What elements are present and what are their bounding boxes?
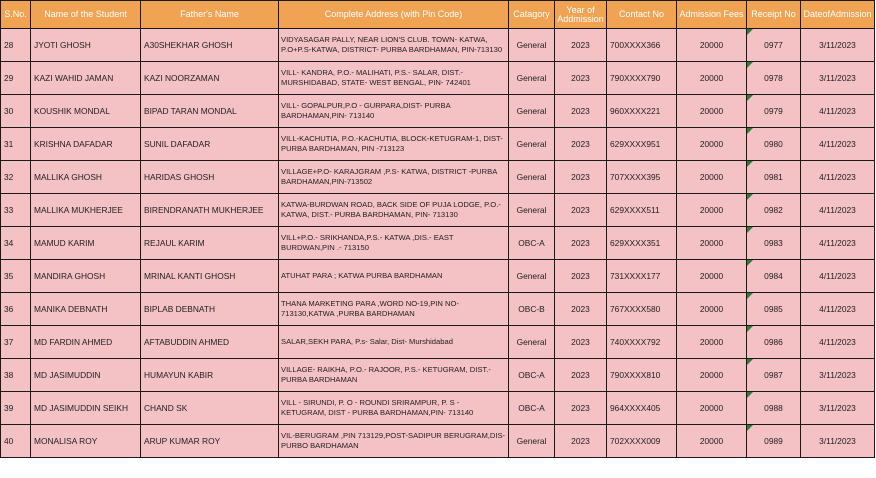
cell-category: General [509,62,555,95]
cell-receipt: 0988 [747,392,801,425]
cell-sno: 40 [1,425,31,458]
cell-category: General [509,95,555,128]
header-date: DateofAdmission [801,1,875,29]
cell-student-name: MD JASIMUDDIN SEIKH [31,392,141,425]
table-row [1,128,875,161]
cell-fees: 20000 [677,227,747,260]
cell-student-name: MD FARDIN AHMED [31,326,141,359]
cell-date: 4/11/2023 [801,260,875,293]
table-row [1,326,875,359]
cell-category: OBC-B [509,293,555,326]
cell-student-name: JYOTI GHOSH [31,29,141,62]
cell-sno: 35 [1,260,31,293]
cell-father-name: AFTABUDDIN AHMED [141,326,279,359]
cell-fees: 20000 [677,194,747,227]
cell-student-name: KRISHNA DAFADAR [31,128,141,161]
cell-date: 3/11/2023 [801,62,875,95]
cell-fees: 20000 [677,293,747,326]
table-row [1,293,875,326]
cell-receipt: 0983 [747,227,801,260]
cell-sno: 36 [1,293,31,326]
cell-sno: 37 [1,326,31,359]
cell-year: 2023 [555,326,607,359]
cell-father-name: CHAND SK [141,392,279,425]
cell-sno: 32 [1,161,31,194]
cell-father-name: MRINAL KANTI GHOSH [141,260,279,293]
table-row [1,359,875,392]
cell-year: 2023 [555,62,607,95]
cell-fees: 20000 [677,326,747,359]
cell-category: General [509,29,555,62]
cell-receipt: 0984 [747,260,801,293]
cell-receipt: 0989 [747,425,801,458]
cell-sno: 39 [1,392,31,425]
cell-contact: 731XXXX177 [607,260,677,293]
cell-fees: 20000 [677,95,747,128]
cell-father-name: KAZI NOORZAMAN [141,62,279,95]
cell-category: General [509,326,555,359]
cell-year: 2023 [555,128,607,161]
cell-year: 2023 [555,293,607,326]
cell-date: 4/11/2023 [801,95,875,128]
cell-student-name: KAZI WAHID JAMAN [31,62,141,95]
table-row [1,95,875,128]
cell-receipt: 0987 [747,359,801,392]
cell-contact: 964XXXX405 [607,392,677,425]
cell-receipt: 0985 [747,293,801,326]
cell-date: 4/11/2023 [801,293,875,326]
cell-category: General [509,425,555,458]
cell-fees: 20000 [677,392,747,425]
cell-date: 4/11/2023 [801,194,875,227]
cell-year: 2023 [555,95,607,128]
cell-receipt: 0981 [747,161,801,194]
cell-father-name: REJAUL KARIM [141,227,279,260]
header-fees: Admission Fees [677,1,747,29]
cell-student-name: MANIKA DEBNATH [31,293,141,326]
cell-student-name: MD JASIMUDDIN [31,359,141,392]
cell-student-name: MAMUD KARIM [31,227,141,260]
cell-contact: 960XXXX221 [607,95,677,128]
cell-father-name: A30SHEKHAR GHOSH [141,29,279,62]
cell-year: 2023 [555,29,607,62]
cell-sno: 38 [1,359,31,392]
cell-category: General [509,260,555,293]
cell-address: VILL- GOPALPUR,P.O - GURPARA,DIST- PURBA BARDHAMAN,PIN- 713140 [279,95,509,128]
cell-date: 4/11/2023 [801,227,875,260]
cell-category: General [509,161,555,194]
cell-contact: 629XXXX351 [607,227,677,260]
cell-category: OBC-A [509,359,555,392]
cell-fees: 20000 [677,128,747,161]
cell-sno: 31 [1,128,31,161]
cell-date: 3/11/2023 [801,425,875,458]
cell-year: 2023 [555,161,607,194]
cell-year: 2023 [555,227,607,260]
cell-receipt: 0982 [747,194,801,227]
cell-sno: 34 [1,227,31,260]
table-row [1,29,875,62]
cell-year: 2023 [555,359,607,392]
cell-receipt: 0986 [747,326,801,359]
cell-contact: 629XXXX511 [607,194,677,227]
table-body [1,29,875,458]
cell-father-name: HARIDAS GHOSH [141,161,279,194]
cell-sno: 33 [1,194,31,227]
cell-category: OBC-A [509,392,555,425]
cell-father-name: SUNIL DAFADAR [141,128,279,161]
cell-contact: 790XXXX790 [607,62,677,95]
cell-student-name: MONALISA ROY [31,425,141,458]
cell-contact: 790XXXX810 [607,359,677,392]
cell-sno: 28 [1,29,31,62]
table-row [1,260,875,293]
cell-category: General [509,194,555,227]
cell-address: VILLAGE+P.O- KARAJGRAM ,P.S- KATWA, DISTRICT -PURBA BARDHAMAN,PIN-713502 [279,161,509,194]
cell-date: 3/11/2023 [801,29,875,62]
table-header [1,1,875,29]
header-year: Year of Addmission [555,1,607,29]
cell-date: 4/11/2023 [801,326,875,359]
cell-fees: 20000 [677,29,747,62]
table-row [1,161,875,194]
cell-address: VILL+P.O.- SRIKHANDA,P.S.- KATWA ,DIS.- EAST BURDWAN,PIN .- 713150 [279,227,509,260]
cell-category: General [509,128,555,161]
header-father-name: Father's Name [141,1,279,29]
cell-address: VILL - SIRUNDI, P. O - ROUNDI SRIRAMPUR, P. S - KETUGRAM, DIST - PURBA BARDHAMAN,PIN- 713140 [279,392,509,425]
cell-year: 2023 [555,425,607,458]
cell-address: VILL- KANDRA, P.O.- MALIHATI, P.S.- SALAR, DIST.- MURSHIDABAD, STATE- WEST BENGAL, PIN- 742401 [279,62,509,95]
header-student-name: Name of the Student [31,1,141,29]
cell-contact: 700XXXX366 [607,29,677,62]
cell-receipt: 0979 [747,95,801,128]
cell-address: VIDYASAGAR PALLY, NEAR LION'S CLUB. TOWN- KATWA, P.O+P.S-KATWA, DISTRICT- PURBA BARDHAMAN, PIN-713130 [279,29,509,62]
cell-contact: 740XXXX792 [607,326,677,359]
cell-fees: 20000 [677,260,747,293]
cell-address: VILLAGE- RAIKHA, P.O.- RAJOOR, P.S.- KETUGRAM, DIST.- PURBA BARDHAMAN [279,359,509,392]
cell-father-name: BIPLAB DEBNATH [141,293,279,326]
cell-fees: 20000 [677,359,747,392]
cell-student-name: MALLIKA MUKHERJEE [31,194,141,227]
cell-father-name: HUMAYUN KABIR [141,359,279,392]
cell-address: THANA MARKETING PARA ,WORD NO-19,PIN NO-713130,KATWA ,PURBA BARDHAMAN [279,293,509,326]
header-address: Complete Address (with Pin Code) [279,1,509,29]
cell-contact: 702XXXX009 [607,425,677,458]
table-row [1,62,875,95]
cell-date: 3/11/2023 [801,359,875,392]
cell-receipt: 0980 [747,128,801,161]
cell-year: 2023 [555,194,607,227]
cell-address: KATWA-BURDWAN ROAD, BACK SIDE OF PUJA LODGE, P.O.- KATWA, DIST.- PURBA BARDHAMAN, PIN- 713130 [279,194,509,227]
cell-sno: 29 [1,62,31,95]
cell-date: 4/11/2023 [801,161,875,194]
cell-address: VIL-BERUGRAM ,PIN 713129,POST-SADIPUR BERUGRAM,DIS-PURBO BARDHAMAN [279,425,509,458]
cell-year: 2023 [555,260,607,293]
table-row [1,194,875,227]
cell-father-name: BIRENDRANATH MUKHERJEE [141,194,279,227]
cell-student-name: MANDIRA GHOSH [31,260,141,293]
cell-date: 4/11/2023 [801,128,875,161]
table-row [1,425,875,458]
cell-address: SALAR,SEKH PARA, P.s- Salar, Dist- Murshidabad [279,326,509,359]
cell-fees: 20000 [677,62,747,95]
cell-category: OBC-A [509,227,555,260]
cell-date: 3/11/2023 [801,392,875,425]
cell-contact: 767XXXX580 [607,293,677,326]
table-row [1,392,875,425]
cell-contact: 629XXXX951 [607,128,677,161]
cell-address: VILL-KACHUTIA, P.O.-KACHUTIA, BLOCK-KETUGRAM-1, DIST-PURBA BARDHAMAN, PIN -713123 [279,128,509,161]
header-category: Catagory [509,1,555,29]
cell-contact: 707XXXX395 [607,161,677,194]
header-contact: Contact No [607,1,677,29]
cell-student-name: MALLIKA GHOSH [31,161,141,194]
cell-year: 2023 [555,392,607,425]
table-row [1,227,875,260]
cell-receipt: 0978 [747,62,801,95]
cell-student-name: KOUSHIK MONDAL [31,95,141,128]
cell-receipt: 0977 [747,29,801,62]
cell-fees: 20000 [677,161,747,194]
cell-fees: 20000 [677,425,747,458]
header-receipt: Receipt No [747,1,801,29]
cell-sno: 30 [1,95,31,128]
cell-father-name: ARUP KUMAR ROY [141,425,279,458]
cell-address: ATUHAT PARA ; KATWA PURBA BARDHAMAN [279,260,509,293]
header-sno: S.No. [1,1,31,29]
cell-father-name: BIPAD TARAN MONDAL [141,95,279,128]
